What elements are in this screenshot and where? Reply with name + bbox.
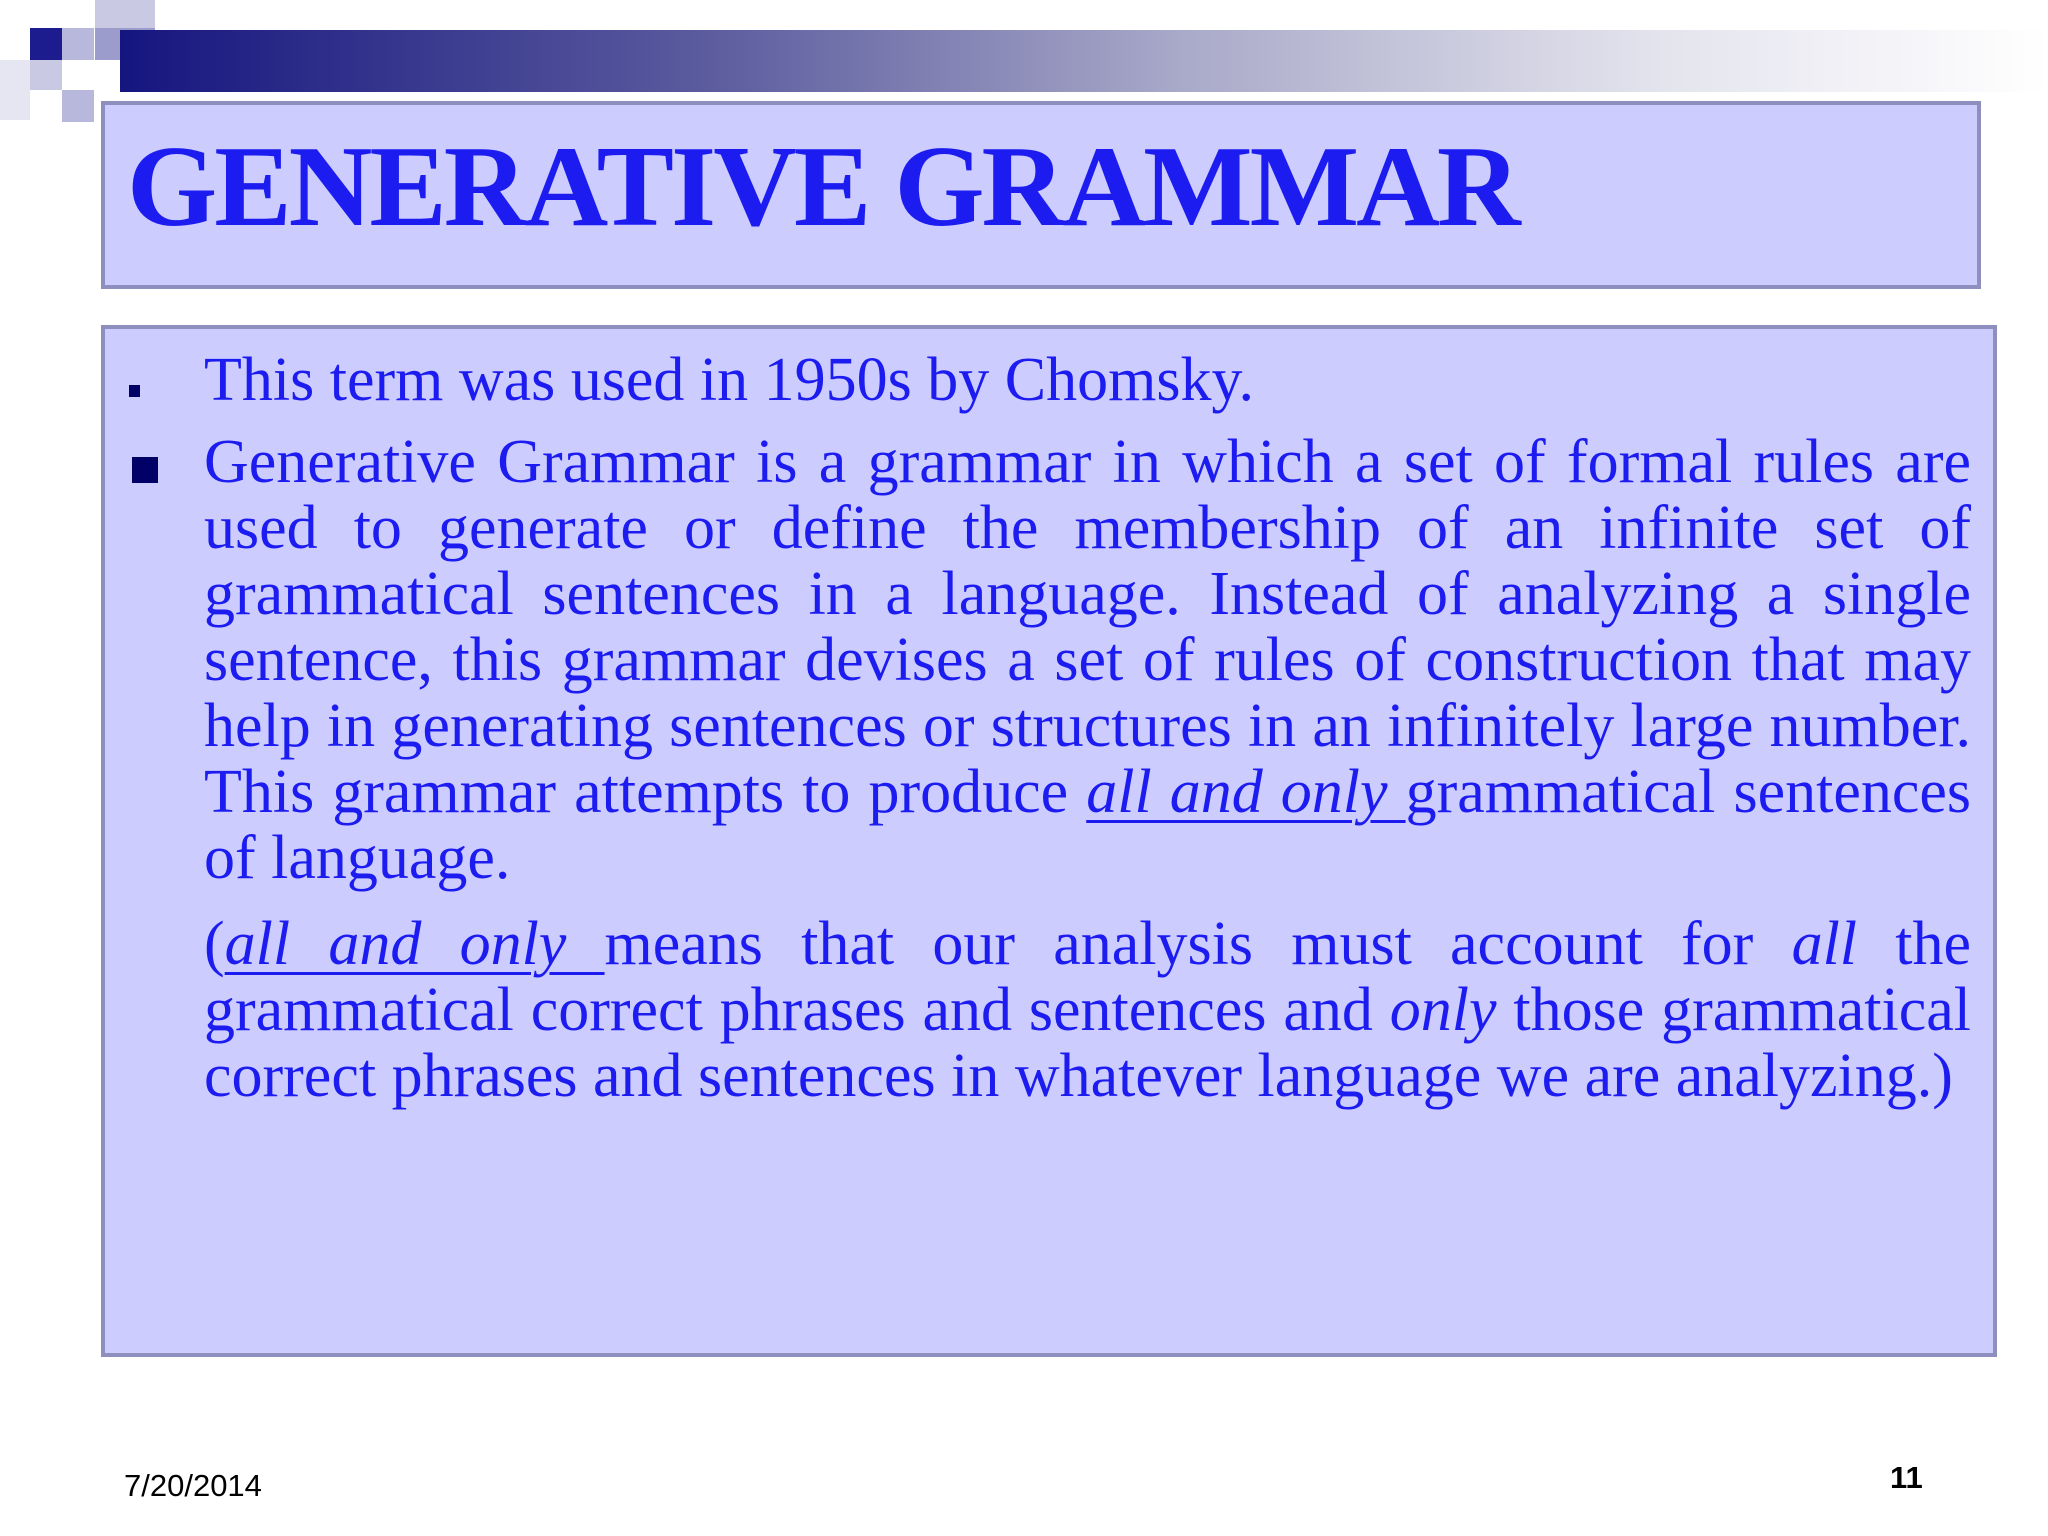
bullet-square-icon (132, 457, 158, 483)
bullet-text-1: This term was used in 1950s by Chomsky. (204, 346, 1254, 414)
bullet-2-text-before: Generative Grammar is a grammar in which a set of formal rules are used to generate or define the membership of an infinite set of grammatical sentences in a language. Instead of analyzing a single sentence, this grammar devises a set of rules of construction that may help in generating sentences or structures in an infinitely large number. This grammar attempts to produce (204, 428, 1971, 826)
note-open-paren: ( (204, 910, 225, 978)
note-paragraph (204, 911, 1971, 1109)
note-emphasis: all and only (224, 910, 605, 978)
title-box (101, 101, 1981, 289)
content-box (101, 325, 1997, 1357)
note-part-2: the grammatical correct phrases and sentences and (204, 910, 1971, 1044)
footer-page-number: 11 (1890, 1460, 1923, 1495)
bullet-square-icon (129, 385, 140, 397)
corner-decoration-square (62, 28, 94, 60)
bullet-2-emphasis: all and only (1086, 758, 1406, 826)
note-em-all: all (1791, 910, 1858, 978)
corner-decoration-square (0, 60, 30, 120)
slide-title: GENERATIVE GRAMMAR (127, 123, 1518, 251)
bullet-text-2 (204, 429, 1971, 891)
bullet-2-text-after: grammatical sentences of language. (204, 758, 1972, 892)
footer-date: 7/20/2014 (124, 1468, 262, 1503)
corner-decoration-square (30, 28, 62, 60)
note-part-1: means that our analysis must account for (604, 910, 1792, 978)
note-em-only: only (1389, 976, 1497, 1044)
corner-decoration-square (62, 90, 94, 122)
header-gradient-band (120, 30, 2048, 92)
note-part-3: those grammatical correct phrases and sentences in whatever language we are analyzing.) (204, 976, 1971, 1110)
corner-decoration-square (95, 0, 155, 28)
corner-decoration-square (30, 60, 62, 90)
